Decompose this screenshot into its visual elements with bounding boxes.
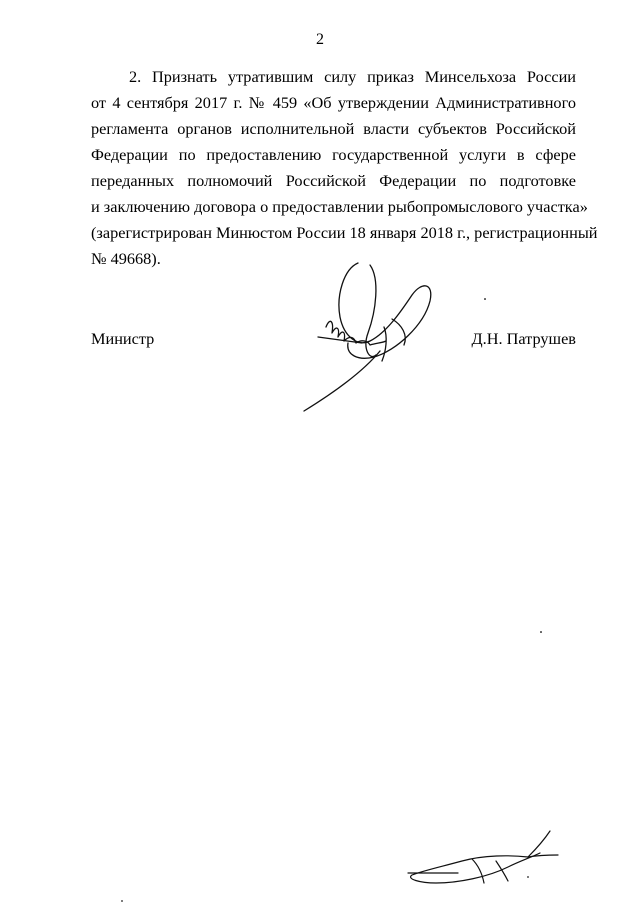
paragraph-line: 2. Признать утратившим силу приказ Минсельхоза России xyxy=(129,67,576,86)
scan-speck xyxy=(540,631,542,633)
scan-speck xyxy=(527,876,529,878)
signatory-name: Д.Н. Патрушев xyxy=(471,329,576,348)
paragraph-line: и заключению договора о предоставлении рыбопромыслового участка» xyxy=(91,197,588,216)
position-title: Министр xyxy=(91,329,155,348)
page-number: 2 xyxy=(316,31,324,48)
handwritten-signature xyxy=(296,255,446,415)
paragraph-line: № 49668). xyxy=(91,249,161,268)
paragraph-line: (зарегистрирован Минюстом России 18 января 2018 г., регистрационный xyxy=(91,223,598,242)
paragraph-line: Федерации по предоставлению государственной услуги в сфере xyxy=(91,145,576,164)
paragraph-revocation xyxy=(91,64,598,272)
scan-speck xyxy=(484,298,486,300)
initials-mark xyxy=(400,825,560,890)
paragraph-line: переданных полномочий Российской Федерации по подготовке xyxy=(91,171,576,190)
paragraph-line: регламента органов исполнительной власти субъектов Российской xyxy=(91,119,576,138)
paragraph-line: от 4 сентября 2017 г. № 459 «Об утверждении Административного xyxy=(91,93,576,112)
scan-speck xyxy=(121,900,123,902)
